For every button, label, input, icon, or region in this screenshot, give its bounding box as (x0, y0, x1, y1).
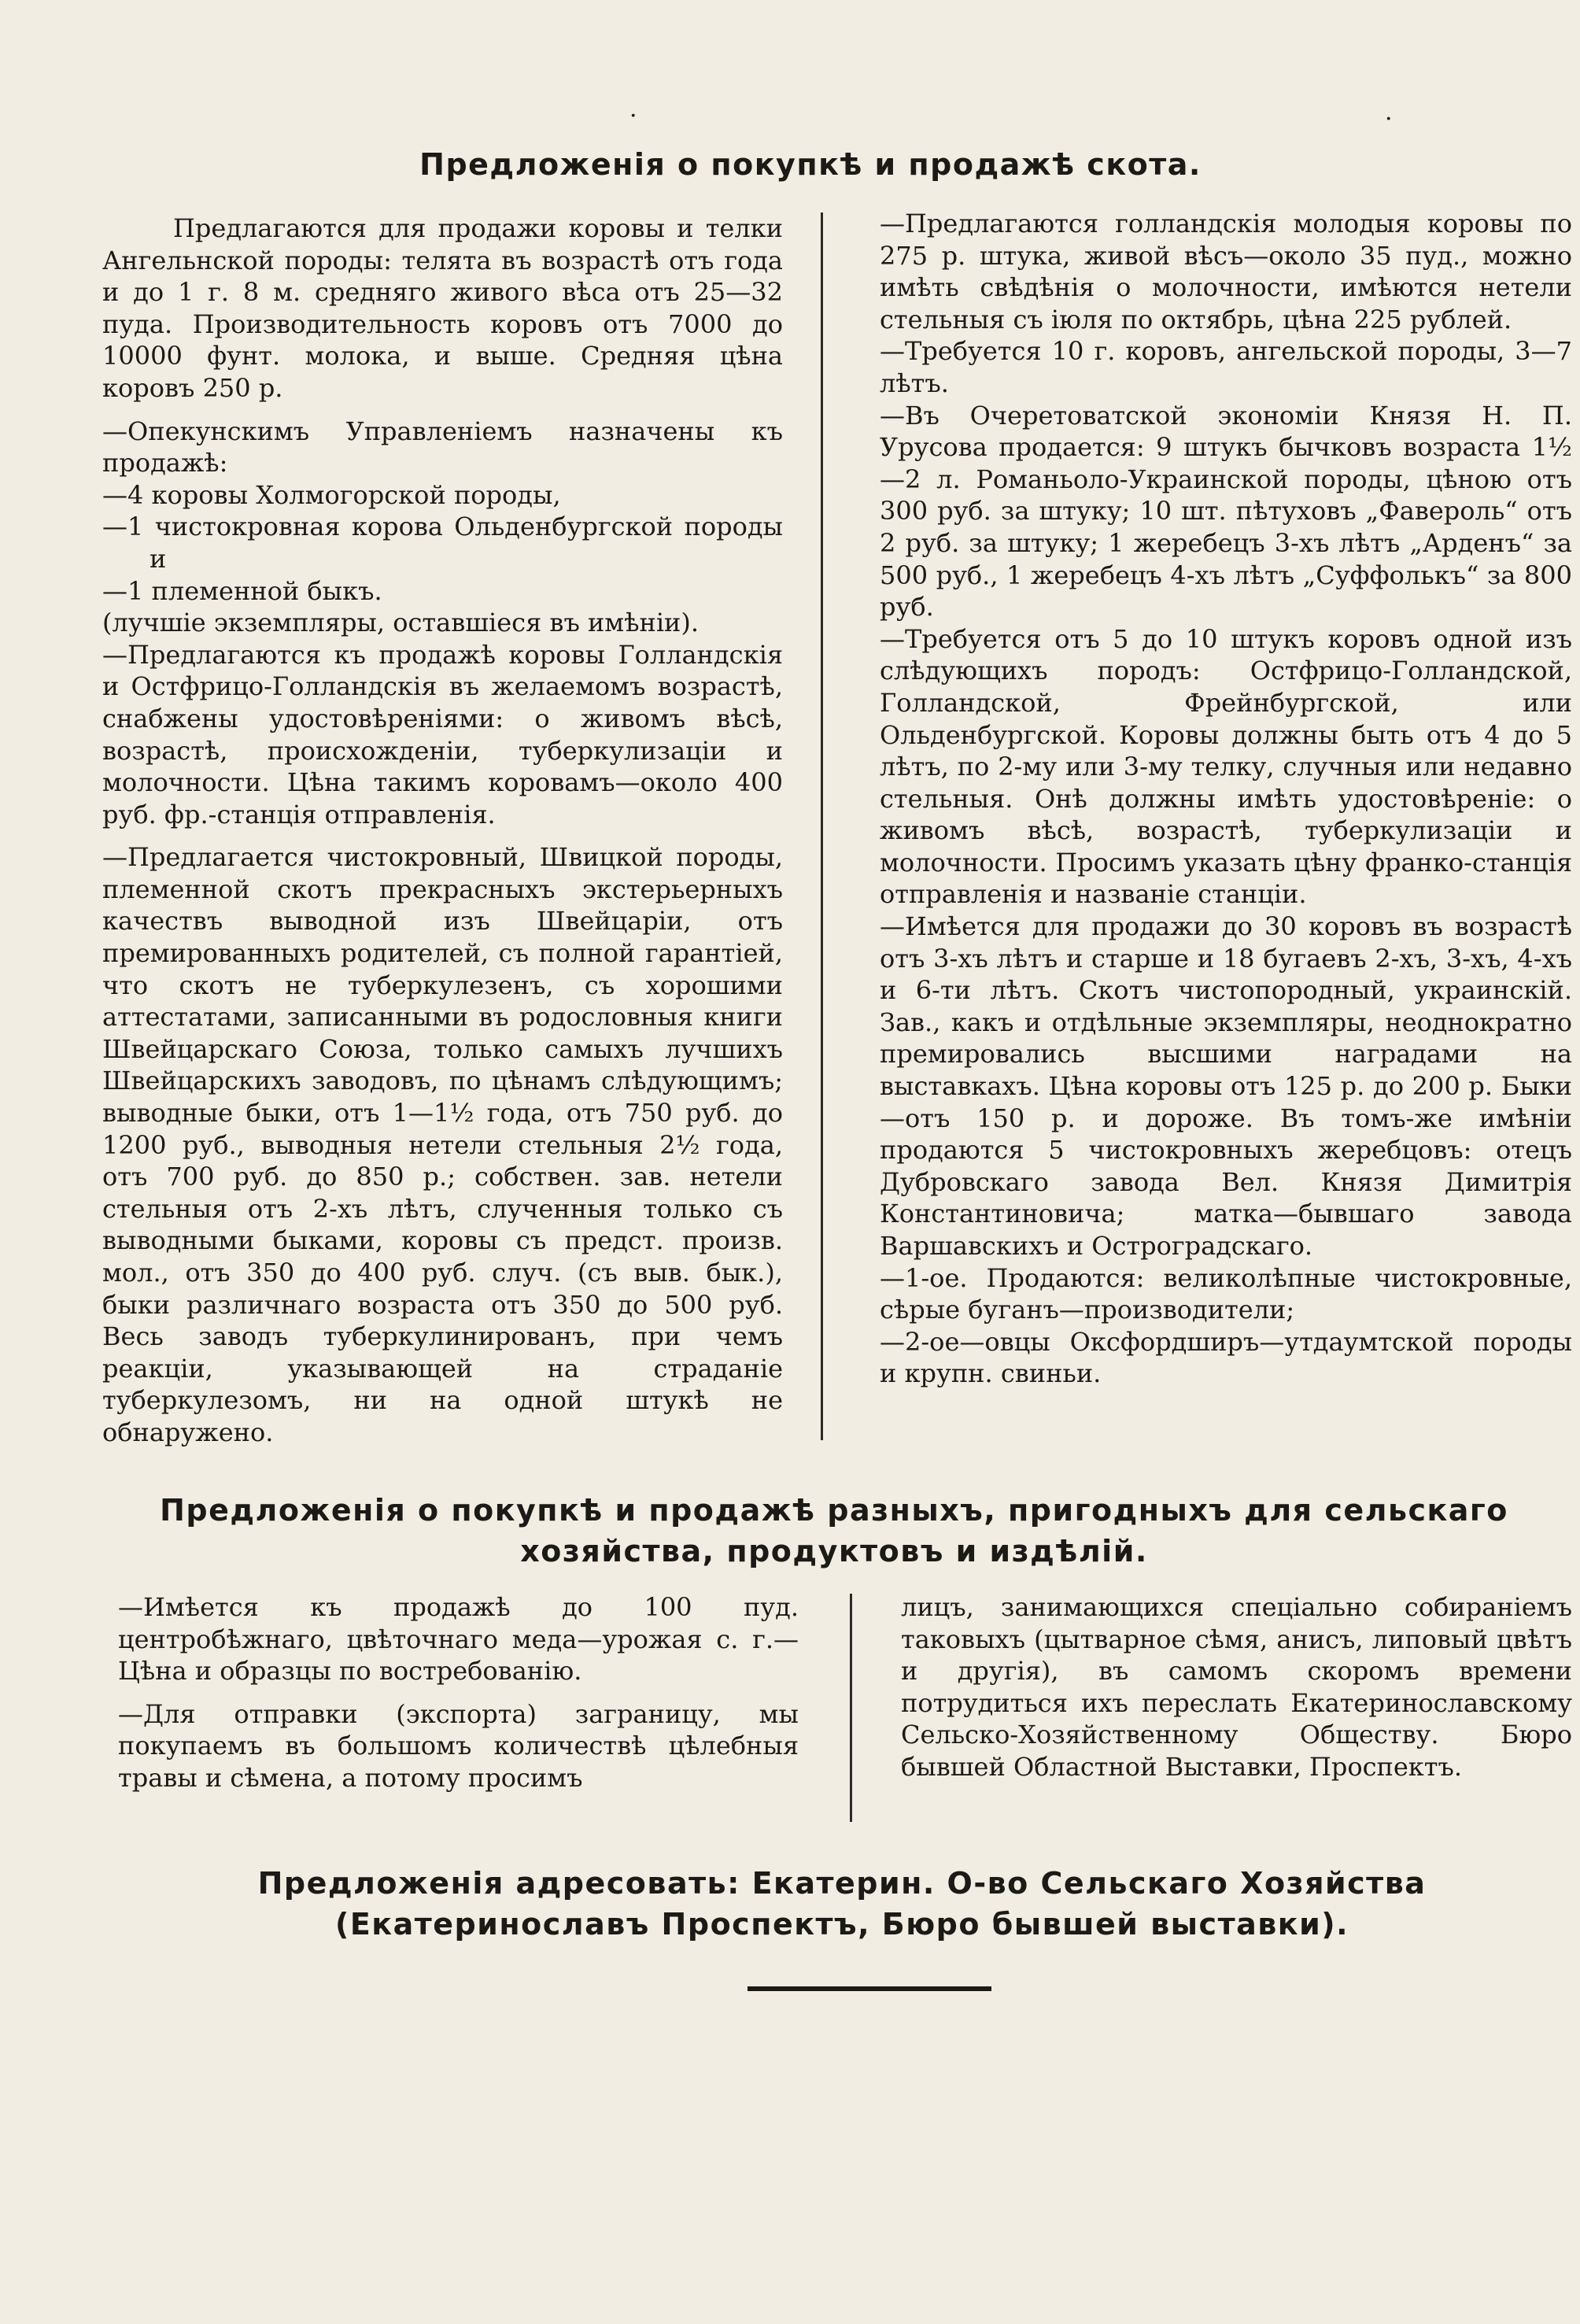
column-divider (850, 1594, 852, 1822)
paragraph: —Опекунскимъ Управленіемъ назначены къ продажѣ: (102, 416, 783, 478)
section-heading-livestock: Предложенія о покупкѣ и продажѣ скота. (419, 147, 1202, 182)
list-item: —1 чистокровная корова Ольденбургской породы и (102, 512, 783, 574)
closing-rule (748, 1986, 991, 1991)
paragraph: (лучшіе экземпляры, оставшіеся въ имѣніи). (102, 608, 700, 638)
paragraph: —Въ Очеретоватской экономіи Князя Н. П. Урусова продается: 9 штукъ бычковъ возраста 1½—2 л. Романьоло-Украинской породы, цѣною отъ 300 руб. за штуку; 10 шт. пѣтуховъ „Фавероль“ отъ 2 руб. за штуку; 1 жеребецъ 3-хъ лѣтъ „Арденъ“ за 500 руб., 1 жеребецъ 4-хъ лѣтъ „Суффолькъ“ за 800 руб. (880, 400, 1572, 623)
paragraph: —Требуется 10 г. коровъ, ангельской породы, 3—7 лѣтъ. (880, 336, 1572, 398)
paragraph: —2-ое—овцы Оксфордширъ—утдаумтской породы и крупн. свиньи. (880, 1326, 1572, 1389)
produce-column-right (901, 1591, 1572, 1794)
produce-column-left (118, 1591, 799, 1805)
address-footer: Предложенія адресовать: Екатерин. О-во Сельскаго Хозяйства (Екатеринославъ Проспектъ, Бюро бывшей выставки). (257, 1866, 1427, 1942)
paragraph: —Предлагаются къ продажѣ коровы Голландскія и Остфрицо-Голландскія въ желаемомъ возрастѣ, снабжены удостовѣреніями: о живомъ вѣсѣ, возрастѣ, происхожденіи, туберкулизаціи и молочности. Цѣна такимъ коровамъ—около 400 руб. фр.-станція отправленія. (102, 639, 783, 829)
livestock-column-left (102, 212, 783, 1460)
paragraph: —Имѣется для продажи до 30 коровъ въ возрастѣ отъ 3-хъ лѣтъ и старше и 18 бугаевъ 2-хъ, 3-хъ, 4-хъ и 6-ти лѣтъ. Скотъ чистопородный, украинскій. Зав., какъ и отдѣльные экземпляры, неоднократно премировались высшими наградами на выставкахъ. Цѣна коровы отъ 125 р. до 200 р. Быки—отъ 150 р. и дороже. Въ томъ-же имѣніи продаются 5 чистокровныхъ жеребцовъ: отецъ Дубровскаго завода Вел. Князя Димитрія Константиновича; матка—бывшаго завода Варшавскихъ и Остроградскаго. (880, 911, 1572, 1261)
paragraph: —Требуется отъ 5 до 10 штукъ коровъ одной изъ слѣдующихъ породъ: Остфрицо-Голландской, Голландской, Фрейнбургской, или Ольденбургской. Коровы должны быть отъ 4 до 5 лѣтъ, по 2-му или 3-му телку, случныя или недавно стельныя. Онѣ должны имѣть удостовѣреніе: о живомъ вѣсѣ, возрастѣ, туберкулизаціи и молочности. Просимъ указать цѣну франко-станція отправленія и названіе станціи. (880, 623, 1572, 910)
livestock-column-right (880, 208, 1572, 1390)
list-item: —1 племенной быкъ. (102, 575, 382, 606)
paragraph: —Для отправки (экспорта) заграницу, мы покупаемъ въ большомъ количествѣ цѣлебныя травы и сѣмена, а потому просимъ (118, 1698, 799, 1793)
list-item: —4 коровы Холмогорской породы, (102, 479, 561, 510)
column-divider (821, 212, 823, 1440)
paragraph: —Предлагается чистокровный, Швицкой породы, племенной скотъ прекрасныхъ экстерьерныхъ качествъ выводной изъ Швейцаріи, отъ премированныхъ родителей, съ полной гарантіей, что скотъ не туберкулезенъ, съ хорошими аттестатами, записанными въ родословныя книги Швейцарскаго Союза, только самыхъ лучшихъ Швейцарскихъ заводовъ, по цѣнамъ слѣдующимъ; выводные быки, отъ 1—1½ года, отъ 750 руб. до 1200 руб., выводныя нетели стельныя 2½ года, отъ 700 руб. до 850 р.; собствен. зав. нетели стельныя отъ 2-хъ лѣтъ, слученныя только съ выводными быками, коровы съ предст. произв. мол., отъ 350 до 400 руб. случ. (съ выв. бык.), быки различнаго возраста отъ 350 до 500 руб. Весь заводъ туберкулинированъ, при чемъ реакціи, указывающей на страданіе туберкулезомъ, ни на одной штукѣ не обнаружено. (102, 842, 783, 1447)
paragraph: —Имѣется къ продажѣ до 100 пуд. центробѣжнаго, цвѣточнаго меда—урожая с. г.—Цѣна и образцы по востребованію. (118, 1592, 799, 1687)
paragraph: лицъ, занимающихся спеціально собираніемъ таковыхъ (цытварное сѣмя, анисъ, липовый цвѣтъ и другія), въ самомъ скоромъ времени потрудиться ихъ переслать Екатеринославскому Сельско-Хозяйственному Обществу. Бюро бывшей Областной Выставки, Проспектъ. (901, 1592, 1572, 1782)
paragraph: —1-ое. Продаются: великолѣпные чистокровные, сѣрые буганъ—производители; (880, 1262, 1572, 1325)
print-mark: · (629, 102, 637, 130)
print-mark: · (1385, 105, 1393, 133)
paragraph: —Предлагаются голландскія молодыя коровы по 275 р. штука, живой вѣсъ—около 35 пуд., можно имѣть свѣдѣнія о молочности, имѣются нетели стельныя съ іюля по октябрь, цѣна 225 рублей. (880, 209, 1572, 334)
paragraph: Предлагаются для продажи коровы и телки Ангельнской породы: телята въ возрастѣ отъ года и до 1 г. 8 м. средняго живого вѣса отъ 25—32 пуда. Производительность коровъ отъ 7000 до 10000 фунт. молока, и выше. Средняя цѣна коровъ 250 р. (102, 213, 783, 403)
section-heading-produce: Предложенія о покупкѣ и продажѣ разныхъ, пригодныхъ для сельскаго хозяйства, продуктовъ и издѣлій. (160, 1493, 1508, 1568)
